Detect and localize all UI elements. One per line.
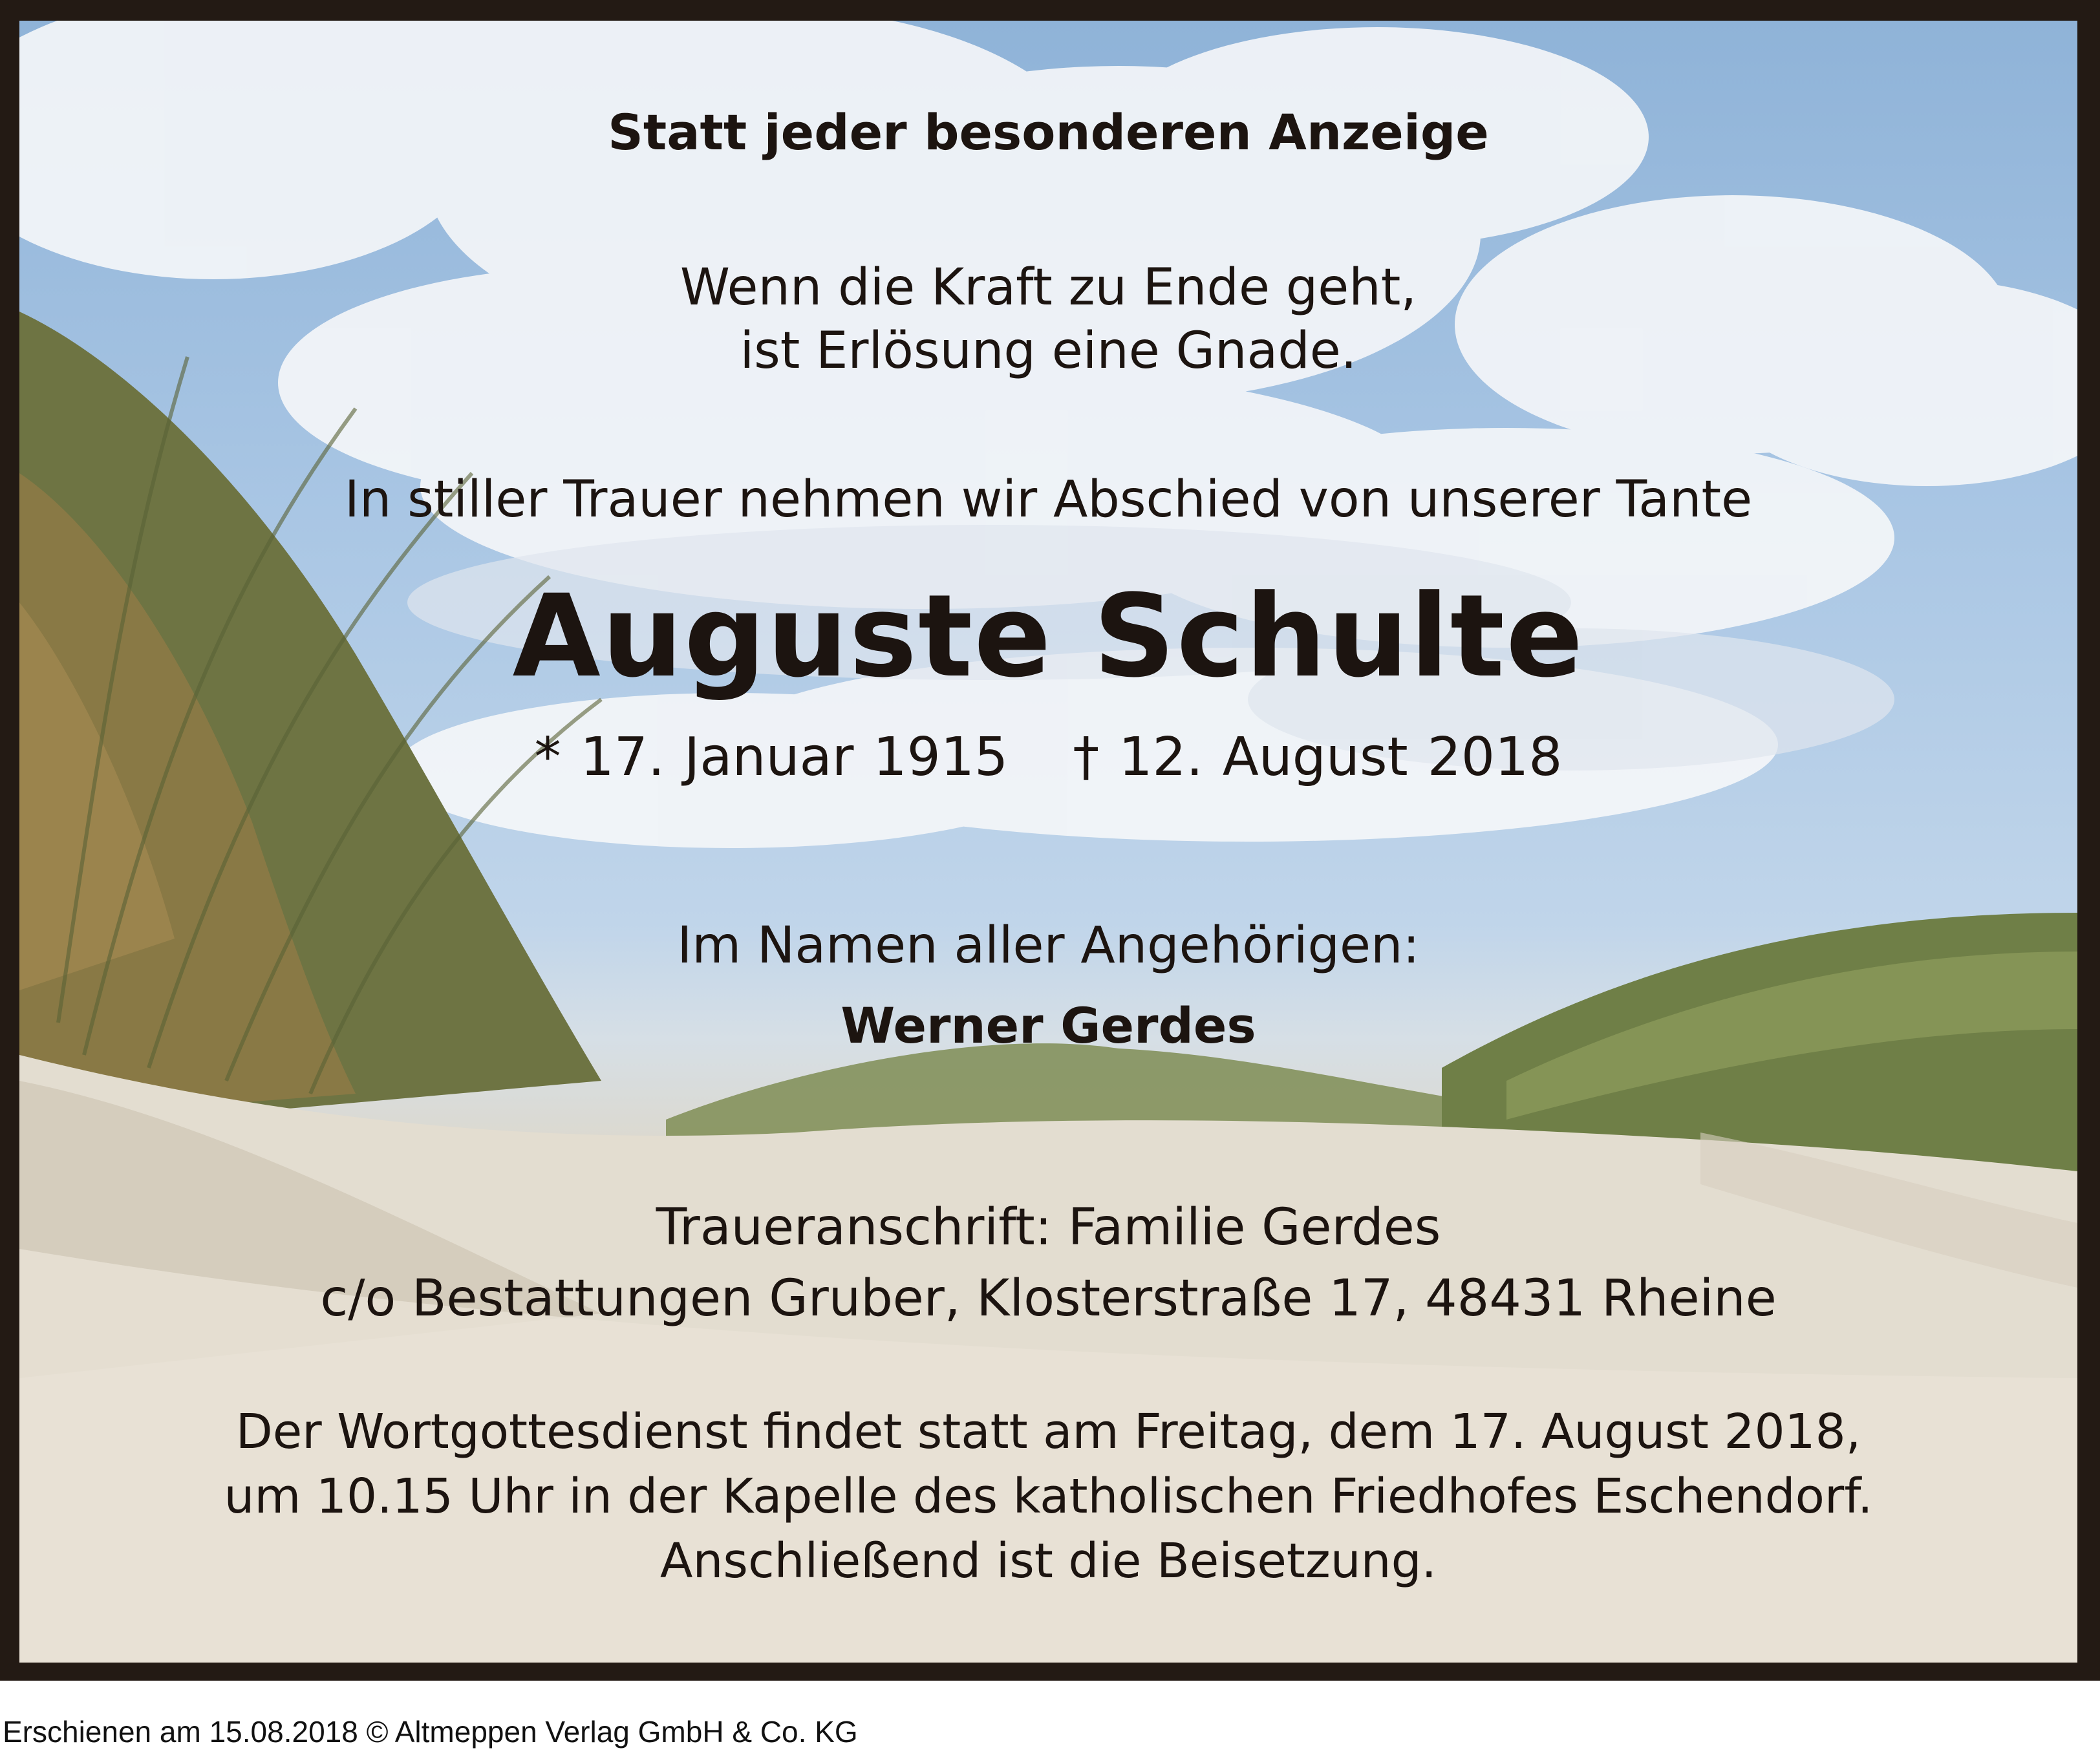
quote-line-1: Wenn die Kraft zu Ende geht, bbox=[680, 259, 1417, 317]
address-line-2: c/o Bestattungen Gruber, Klosterstraße 17, 48431 Rheine bbox=[320, 1270, 1777, 1328]
deceased-name: Auguste Schulte bbox=[512, 570, 1585, 703]
service-line-2: um 10.15 Uhr in der Kapelle des katholischen Friedhofes Eschendorf. bbox=[224, 1469, 1873, 1524]
intro-line: In stiller Trauer nehmen wir Abschied von unserer Tante bbox=[344, 471, 1753, 529]
service-line-1: Der Wortgottesdienst findet statt am Freitag, dem 17. August 2018, bbox=[235, 1404, 1861, 1460]
on-behalf-line: Im Namen aller Angehörigen: bbox=[677, 917, 1420, 975]
life-dates bbox=[19, 727, 2077, 788]
death-date: † 12. August 2018 bbox=[1073, 727, 1563, 788]
obituary-ad bbox=[19, 21, 2077, 1663]
signer-name: Werner Gerdes bbox=[841, 997, 1256, 1054]
publication-footer: Erschienen am 15.08.2018 © Altmeppen Verlag GmbH & Co. KG bbox=[3, 1715, 858, 1749]
header-line: Statt jeder besonderen Anzeige bbox=[608, 103, 1489, 161]
quote-line-2: ist Erlösung eine Gnade. bbox=[740, 322, 1357, 380]
service-line-3: Anschließend ist die Beisetzung. bbox=[659, 1533, 1437, 1589]
address-line-1: Traueranschrift: Familie Gerdes bbox=[656, 1198, 1441, 1257]
birth-date: * 17. Januar 1915 bbox=[534, 727, 1009, 788]
